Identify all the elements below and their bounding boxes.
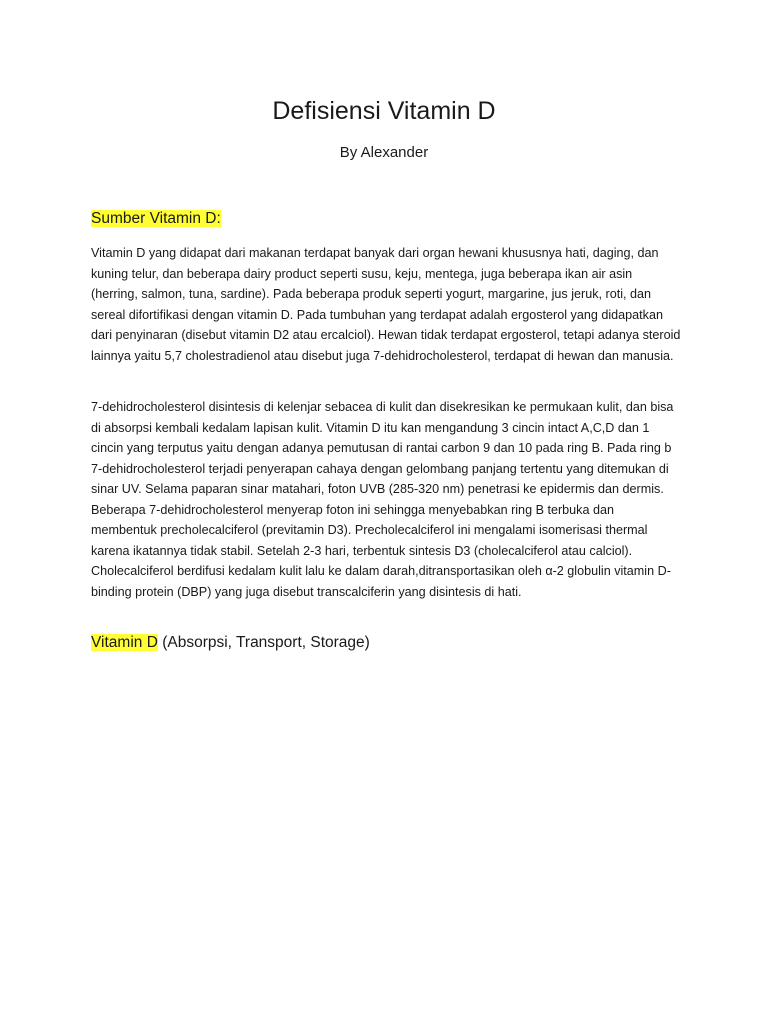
section-heading-absorpsi	[91, 632, 370, 654]
document-title: Defisiensi Vitamin D	[272, 97, 496, 125]
heading-subtitle-text: (Absorpsi, Transport, Storage)	[157, 634, 370, 651]
highlighted-heading-text: Vitamin D	[91, 634, 158, 651]
highlighted-heading-text: Sumber Vitamin D:	[91, 210, 221, 227]
paragraph-dehidrocholesterol: 7-dehidrocholesterol disintesis di kelenjar sebacea di kulit dan disekresikan ke permukaan kulit, dan bisa di absorpsi kembali kedalam lapisan kulit. Vitamin D itu kan mengandung 3 cincin intact A,C,D dan 1 cincin yang terputus yaitu dengan adanya pemutusan di rantai carbon 9 dan 10 pada ring B. Pada ring b 7-dehidrocholesterol terjadi penyerapan cahaya dengan gelombang panjang tertentu yang ditemukan di sinar UV. Selama paparan sinar matahari, foton UVB (285-320 nm) penetrasi ke epidermis dan dermis. Beberapa 7-dehidrocholesterol menyerap foton ini sehingga menyebabkan ring B terbuka dan membentuk precholecalciferol (previtamin D3). Precholecalciferol ini mengalami isomerisasi thermal karena ikatannya tidak stabil. Setelah 2-3 hari, terbentuk sintesis D3 (cholecalciferol atau calciol). Cholecalciferol berdifusi kedalam kulit lalu ke dalam darah,ditransportasikan oleh α-2 globulin vitamin D-binding protein (DBP) yang juga disebut transcalciferin yang disintesis di hati.	[91, 400, 674, 599]
document-author: By Alexander	[339, 144, 429, 161]
paragraph-sumber-vitamin-d: Vitamin D yang didapat dari makanan terdapat banyak dari organ hewani khususnya hati, daging, dan kuning telur, dan beberapa dairy product seperti susu, keju, mentega, juga beberapa ikan air asin (herring, salmon, tuna, sardine). Pada beberapa produk seperti yogurt, margarine, jus jeruk, roti, dan sereal difortifikasi dengan vitamin D. Pada tumbuhan yang terdapat adalah ergosterol yang didapatkan dari penyinaran (disebut vitamin D2 atau ercalciol). Hewan tidak terdapat ergosterol, tetapi adanya steroid lainnya yaitu 5,7 cholestradienol atau disebut juga 7-dehidrocholesterol, terdapat di hewan dan manusia.	[91, 246, 681, 363]
section-heading-sumber	[91, 208, 221, 230]
